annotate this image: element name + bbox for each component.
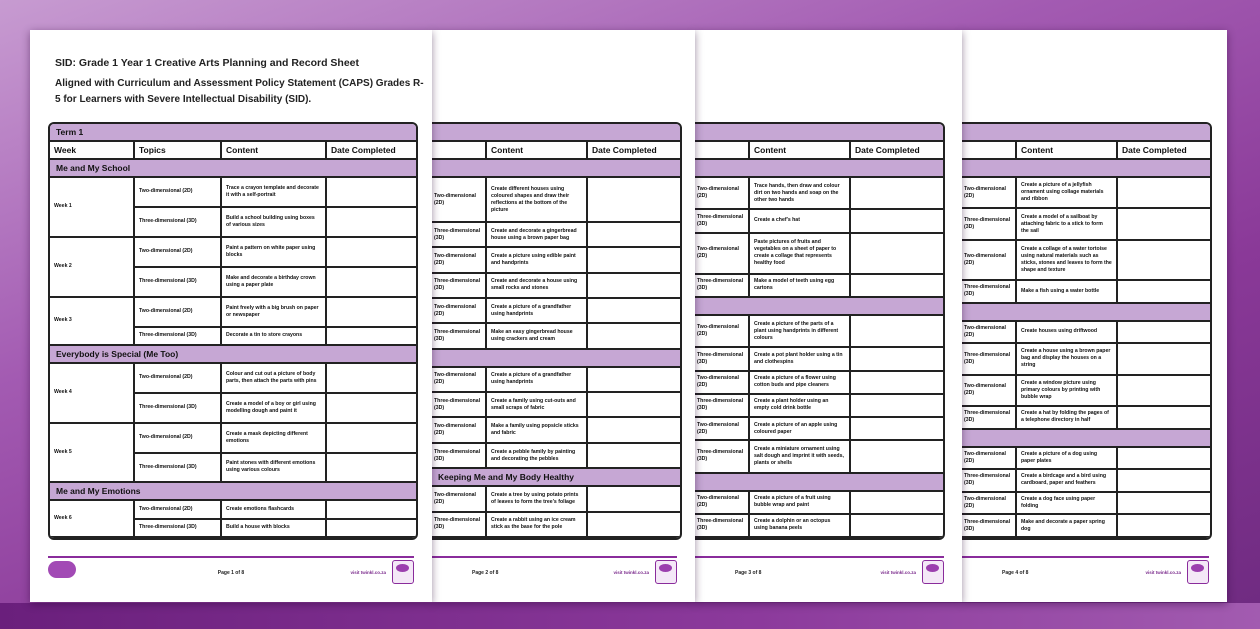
table-row — [695, 395, 943, 418]
topic-cell: Three-dimensional (3D) — [962, 407, 1017, 430]
table-row — [962, 470, 1210, 493]
topic-cell: Three-dimensional (3D) — [962, 515, 1017, 538]
table-row — [962, 515, 1210, 538]
date-completed-cell[interactable] — [327, 520, 416, 538]
content-cell: Create different houses using coloured shapes and draw their reflections at the bottom of the picture — [487, 178, 588, 223]
page-number: Page 2 of 8 — [472, 570, 499, 576]
table-row — [962, 178, 1210, 209]
footer-divider — [48, 556, 414, 558]
date-completed-cell[interactable] — [588, 487, 680, 512]
quality-badge-icon — [1187, 560, 1209, 584]
topic-cell: Three-dimensional (3D) — [432, 513, 487, 538]
topic-cell: Two-dimensional (2D) — [695, 492, 750, 515]
date-completed-cell[interactable] — [1118, 448, 1210, 471]
date-completed-cell[interactable] — [327, 364, 416, 394]
section-row — [695, 474, 943, 492]
date-completed-cell[interactable] — [588, 393, 680, 418]
content-cell: Trace a crayon template and decorate it with a self-portrait — [222, 178, 327, 208]
topic-cell: Two-dimensional (2D) — [962, 322, 1017, 345]
date-completed-cell[interactable] — [1118, 515, 1210, 538]
column-header: Content — [487, 142, 588, 160]
worksheet-page-4 — [962, 30, 1227, 602]
week-label: Week 6 — [50, 501, 135, 538]
content-cell: Build a school building using boxes of various sizes — [222, 208, 327, 238]
date-completed-cell[interactable] — [327, 238, 416, 268]
column-header: Content — [222, 142, 327, 160]
topic-cell: Two-dimensional (2D) — [432, 487, 487, 512]
content-cell: Create a picture of a flower using cotton buds and pipe cleaners — [750, 372, 851, 395]
section-title — [695, 474, 943, 492]
date-completed-cell[interactable] — [588, 299, 680, 324]
content-cell: Create a window picture using primary colours by printing with bubble wrap — [1017, 376, 1118, 407]
date-completed-cell[interactable] — [1118, 178, 1210, 209]
date-completed-cell[interactable] — [327, 454, 416, 484]
topic-cell: Two-dimensional (2D) — [962, 376, 1017, 407]
topic-cell: Two-dimensional (2D) — [695, 316, 750, 348]
term-row — [962, 124, 1210, 142]
date-completed-cell[interactable] — [1118, 470, 1210, 493]
table-row — [50, 298, 416, 328]
quality-badge-icon — [392, 560, 414, 584]
table-row — [962, 241, 1210, 281]
footer-divider — [695, 556, 944, 558]
content-cell: Create a picture of the parts of a plant using handprints in different colours — [750, 316, 851, 348]
content-cell: Colour and cut out a picture of body parts, then attach the parts with pins — [222, 364, 327, 394]
table-row — [695, 441, 943, 473]
content-cell: Create a picture using edible paint and handprints — [487, 248, 588, 273]
topic-cell: Two-dimensional (2D) — [135, 178, 222, 208]
date-completed-cell[interactable] — [588, 178, 680, 223]
date-completed-cell[interactable] — [1118, 209, 1210, 240]
section-title — [962, 304, 1210, 322]
content-cell: Paint a pattern on white paper using blocks — [222, 238, 327, 268]
table-row — [695, 515, 943, 538]
content-cell: Create and decorate a gingerbread house using a brown paper bag — [487, 223, 588, 248]
table-row — [962, 209, 1210, 240]
table-row — [432, 418, 680, 443]
section-title — [695, 160, 943, 178]
content-cell: Create a model of a sailboat by attaching fabric to a stick to form the sail — [1017, 209, 1118, 240]
date-completed-cell[interactable] — [851, 372, 943, 395]
table-row — [432, 324, 680, 349]
date-completed-cell[interactable] — [588, 513, 680, 538]
term-label: Term 1 — [50, 124, 416, 142]
table-row — [50, 424, 416, 454]
section-title — [962, 430, 1210, 448]
date-completed-cell[interactable] — [327, 424, 416, 454]
content-cell: Create a collage of a water tortoise using natural materials such as sticks, stones and leaves to form the shape and texture — [1017, 241, 1118, 281]
worksheet-page-1 — [30, 30, 432, 602]
table-row — [432, 223, 680, 248]
content-cell: Create a birdcage and a bird using cardboard, paper and feathers — [1017, 470, 1118, 493]
column-header: Week — [50, 142, 135, 160]
content-cell: Create a rabbit using an ice cream stick as the base for the pole — [487, 513, 588, 538]
page-number: Page 3 of 8 — [735, 570, 762, 576]
week-label: Week 3 — [50, 298, 135, 346]
planning-table — [48, 122, 418, 540]
topic-cell: Two-dimensional (2D) — [962, 178, 1017, 209]
content-cell: Trace hands, then draw and colour dirt on two hands and soap on the other two hands — [750, 178, 851, 210]
date-completed-cell[interactable] — [851, 275, 943, 298]
date-completed-cell[interactable] — [327, 178, 416, 208]
content-cell: Create a house using a brown paper bag and display the houses on a string — [1017, 344, 1118, 375]
section-row — [432, 160, 680, 178]
topic-cell: Two-dimensional (2D) — [962, 493, 1017, 516]
content-cell: Create a family using cut-outs and small scraps of fabric — [487, 393, 588, 418]
content-cell: Create a picture of an apple using coloured paper — [750, 418, 851, 441]
table-row — [50, 178, 416, 208]
table-row — [962, 376, 1210, 407]
content-cell: Create a picture of a jellyfish ornament using collage materials and ribbon — [1017, 178, 1118, 209]
topic-cell: Three-dimensional (3D) — [432, 444, 487, 469]
background-strip — [0, 603, 1260, 629]
topic-cell: Three-dimensional (3D) — [135, 520, 222, 538]
date-completed-cell[interactable] — [851, 492, 943, 515]
date-completed-cell[interactable] — [851, 441, 943, 473]
topic-cell: Two-dimensional (2D) — [135, 238, 222, 268]
topic-cell: Two-dimensional (2D) — [432, 418, 487, 443]
content-cell: Paste pictures of fruits and vegetables on a sheet of paper to create a collage that represents healthy food — [750, 234, 851, 275]
topic-cell: Two-dimensional (2D) — [695, 418, 750, 441]
page-subtitle: Aligned with Curriculum and Assessment Policy Statement (CAPS) Grades R-5 for Learners with Severe Intellectual Disability (SID). — [55, 78, 424, 105]
content-cell: Create a plant holder using an empty cold drink bottle — [750, 395, 851, 418]
topic-cell: Two-dimensional (2D) — [432, 299, 487, 324]
column-header-topics — [962, 142, 1017, 160]
section-title — [432, 350, 680, 368]
topic-cell: Two-dimensional (2D) — [432, 178, 487, 223]
worksheet-page-3 — [695, 30, 962, 602]
term-row — [432, 124, 680, 142]
date-completed-cell[interactable] — [1118, 376, 1210, 407]
section-title — [962, 160, 1210, 178]
topic-cell: Three-dimensional (3D) — [135, 394, 222, 424]
topic-cell: Three-dimensional (3D) — [962, 344, 1017, 375]
topic-cell: Three-dimensional (3D) — [695, 441, 750, 473]
page-number: Page 4 of 8 — [1002, 570, 1029, 576]
content-cell: Decorate a tin to store crayons — [222, 328, 327, 346]
topic-cell: Three-dimensional (3D) — [695, 210, 750, 233]
date-completed-cell[interactable] — [327, 208, 416, 238]
table-row — [695, 210, 943, 233]
column-header: Date Completed — [851, 142, 943, 160]
section-row — [50, 346, 416, 364]
page-number: Page 1 of 8 — [217, 570, 245, 576]
content-cell: Create emotions flashcards — [222, 501, 327, 519]
section-row — [50, 483, 416, 501]
content-cell: Create a picture of a grandfather using handprints — [487, 299, 588, 324]
section-row — [962, 430, 1210, 448]
topic-cell: Three-dimensional (3D) — [962, 470, 1017, 493]
planning-table — [695, 122, 945, 540]
content-cell: Create a pot plant holder using a tin and clothespins — [750, 348, 851, 371]
content-cell: Create a picture of a grandfather using handprints — [487, 368, 588, 393]
date-completed-cell[interactable] — [851, 418, 943, 441]
table-row — [695, 348, 943, 371]
table-row — [432, 178, 680, 223]
topic-cell: Three-dimensional (3D) — [135, 268, 222, 298]
column-header-row — [962, 142, 1210, 160]
date-completed-cell[interactable] — [327, 328, 416, 346]
date-completed-cell[interactable] — [588, 324, 680, 349]
section-title: Me and My Emotions — [50, 483, 416, 501]
table-row — [432, 513, 680, 538]
date-completed-cell[interactable] — [1118, 344, 1210, 375]
section-title: Everybody is Special (Me Too) — [50, 346, 416, 364]
topic-cell: Three-dimensional (3D) — [962, 209, 1017, 240]
week-label: Week 4 — [50, 364, 135, 424]
column-header-row — [50, 142, 416, 160]
table-row — [432, 444, 680, 469]
table-row — [432, 248, 680, 273]
column-header-topics — [432, 142, 487, 160]
topic-cell: Three-dimensional (3D) — [695, 348, 750, 371]
date-completed-cell[interactable] — [851, 515, 943, 538]
topic-cell: Two-dimensional (2D) — [135, 424, 222, 454]
section-title: Keeping Me and My Body Healthy — [432, 469, 680, 487]
content-cell: Make a family using popsicle sticks and fabric — [487, 418, 588, 443]
planning-table — [432, 122, 682, 540]
term-row — [695, 124, 943, 142]
table-row — [432, 299, 680, 324]
topic-cell: Three-dimensional (3D) — [432, 274, 487, 299]
date-completed-cell[interactable] — [1118, 281, 1210, 304]
visit-link[interactable]: visit twinkl.co.za — [1145, 570, 1181, 575]
visit-link[interactable]: visit twinkl.co.za — [613, 570, 649, 575]
planning-table — [962, 122, 1212, 540]
topic-cell: Two-dimensional (2D) — [135, 298, 222, 328]
section-title: Me and My School — [50, 160, 416, 178]
term-label — [962, 124, 1210, 142]
topic-cell: Two-dimensional (2D) — [695, 234, 750, 275]
content-cell: Build a house with blocks — [222, 520, 327, 538]
column-header: Content — [750, 142, 851, 160]
column-header-row — [432, 142, 680, 160]
table-row — [695, 234, 943, 275]
table-row — [432, 393, 680, 418]
table-row — [50, 238, 416, 268]
content-cell: Create a picture of a fruit using bubble wrap and paint — [750, 492, 851, 515]
topic-cell: Three-dimensional (3D) — [432, 393, 487, 418]
content-cell: Make and decorate a paper spring dog — [1017, 515, 1118, 538]
topic-cell: Two-dimensional (2D) — [432, 368, 487, 393]
term-row — [50, 124, 416, 142]
date-completed-cell[interactable] — [327, 394, 416, 424]
section-row — [962, 160, 1210, 178]
table-row — [695, 275, 943, 298]
table-row — [962, 344, 1210, 375]
table-row — [962, 448, 1210, 471]
table-row — [962, 281, 1210, 304]
page-title: SID: Grade 1 Year 1 Creative Arts Planning and Record Sheet — [55, 57, 360, 69]
topic-cell: Two-dimensional (2D) — [135, 364, 222, 394]
section-row — [432, 469, 680, 487]
table-row — [50, 501, 416, 519]
column-header-topics — [695, 142, 750, 160]
table-row — [50, 364, 416, 394]
table-row — [695, 316, 943, 348]
date-completed-cell[interactable] — [1118, 407, 1210, 430]
topic-cell: Three-dimensional (3D) — [962, 281, 1017, 304]
section-row — [695, 160, 943, 178]
content-cell: Create a chef's hat — [750, 210, 851, 233]
date-completed-cell[interactable] — [851, 210, 943, 233]
table-row — [695, 372, 943, 395]
column-header: Topics — [135, 142, 222, 160]
date-completed-cell[interactable] — [851, 348, 943, 371]
section-title — [695, 298, 943, 316]
date-completed-cell[interactable] — [851, 316, 943, 348]
topic-cell: Two-dimensional (2D) — [695, 178, 750, 210]
topic-cell: Two-dimensional (2D) — [962, 241, 1017, 281]
content-cell: Create a dolphin or an octopus using banana peels — [750, 515, 851, 538]
table-row — [962, 322, 1210, 345]
topic-cell: Three-dimensional (3D) — [135, 208, 222, 238]
topic-cell: Three-dimensional (3D) — [695, 515, 750, 538]
date-completed-cell[interactable] — [327, 298, 416, 328]
date-completed-cell[interactable] — [1118, 241, 1210, 281]
quality-badge-icon — [922, 560, 944, 584]
content-cell: Make a fish using a water bottle — [1017, 281, 1118, 304]
table-row — [695, 492, 943, 515]
content-cell: Create a dog face using paper folding — [1017, 493, 1118, 516]
term-label — [695, 124, 943, 142]
date-completed-cell[interactable] — [588, 274, 680, 299]
date-completed-cell[interactable] — [1118, 493, 1210, 516]
date-completed-cell[interactable] — [327, 268, 416, 298]
date-completed-cell[interactable] — [588, 248, 680, 273]
topic-cell: Two-dimensional (2D) — [962, 448, 1017, 471]
content-cell: Paint stones with different emotions using various colours — [222, 454, 327, 484]
content-cell: Create a model of a boy or girl using modelling dough and paint it — [222, 394, 327, 424]
table-row — [962, 493, 1210, 516]
worksheet-page-2 — [432, 30, 695, 602]
topic-cell: Three-dimensional (3D) — [432, 223, 487, 248]
footer-divider — [432, 556, 677, 558]
table-row — [962, 407, 1210, 430]
week-label: Week 2 — [50, 238, 135, 298]
topic-cell: Two-dimensional (2D) — [135, 501, 222, 519]
content-cell: Make a model of teeth using egg cartons — [750, 275, 851, 298]
topic-cell: Three-dimensional (3D) — [432, 324, 487, 349]
date-completed-cell[interactable] — [588, 223, 680, 248]
week-label: Week 1 — [50, 178, 135, 238]
date-completed-cell[interactable] — [588, 418, 680, 443]
topic-cell: Three-dimensional (3D) — [135, 328, 222, 346]
quality-badge-icon — [655, 560, 677, 584]
date-completed-cell[interactable] — [851, 395, 943, 418]
column-header: Date Completed — [588, 142, 680, 160]
content-cell: Create a miniature ornament using salt dough and imprint it with seeds, plants or shells — [750, 441, 851, 473]
section-row — [695, 298, 943, 316]
table-row — [432, 274, 680, 299]
date-completed-cell[interactable] — [1118, 322, 1210, 345]
column-header: Date Completed — [327, 142, 416, 160]
table-row — [695, 418, 943, 441]
table-row — [432, 487, 680, 512]
date-completed-cell[interactable] — [851, 234, 943, 275]
topic-cell: Two-dimensional (2D) — [432, 248, 487, 273]
topic-cell: Three-dimensional (3D) — [695, 275, 750, 298]
content-cell: Create a hat by folding the pages of a telephone directory in half — [1017, 407, 1118, 430]
week-label: Week 5 — [50, 424, 135, 484]
table-row — [695, 178, 943, 210]
date-completed-cell[interactable] — [327, 501, 416, 519]
content-cell: Create a picture of a dog using paper plates — [1017, 448, 1118, 471]
section-row — [962, 304, 1210, 322]
content-cell: Make and decorate a birthday crown using a paper plate — [222, 268, 327, 298]
date-completed-cell[interactable] — [588, 368, 680, 393]
content-cell: Create houses using driftwood — [1017, 322, 1118, 345]
column-header-row — [695, 142, 943, 160]
date-completed-cell[interactable] — [588, 444, 680, 469]
content-cell: Create and decorate a house using small rocks and stones — [487, 274, 588, 299]
topic-cell: Two-dimensional (2D) — [695, 372, 750, 395]
section-title — [432, 160, 680, 178]
topic-cell: Three-dimensional (3D) — [135, 454, 222, 484]
table-row — [432, 368, 680, 393]
section-row — [50, 160, 416, 178]
column-header: Date Completed — [1118, 142, 1210, 160]
content-cell: Create a mask depicting different emotions — [222, 424, 327, 454]
term-label — [432, 124, 680, 142]
footer-divider — [962, 556, 1209, 558]
visit-link[interactable]: visit twinkl.co.za — [350, 570, 386, 575]
topic-cell: Three-dimensional (3D) — [695, 395, 750, 418]
content-cell: Create a pebble family by painting and decorating the pebbles — [487, 444, 588, 469]
visit-link[interactable]: visit twinkl.co.za — [880, 570, 916, 575]
content-cell: Make an easy gingerbread house using crackers and cream — [487, 324, 588, 349]
content-cell: Paint freely with a big brush on paper or newspaper — [222, 298, 327, 328]
column-header: Content — [1017, 142, 1118, 160]
content-cell: Create a tree by using potato prints of leaves to form the tree's foliage — [487, 487, 588, 512]
date-completed-cell[interactable] — [851, 178, 943, 210]
section-row — [432, 350, 680, 368]
